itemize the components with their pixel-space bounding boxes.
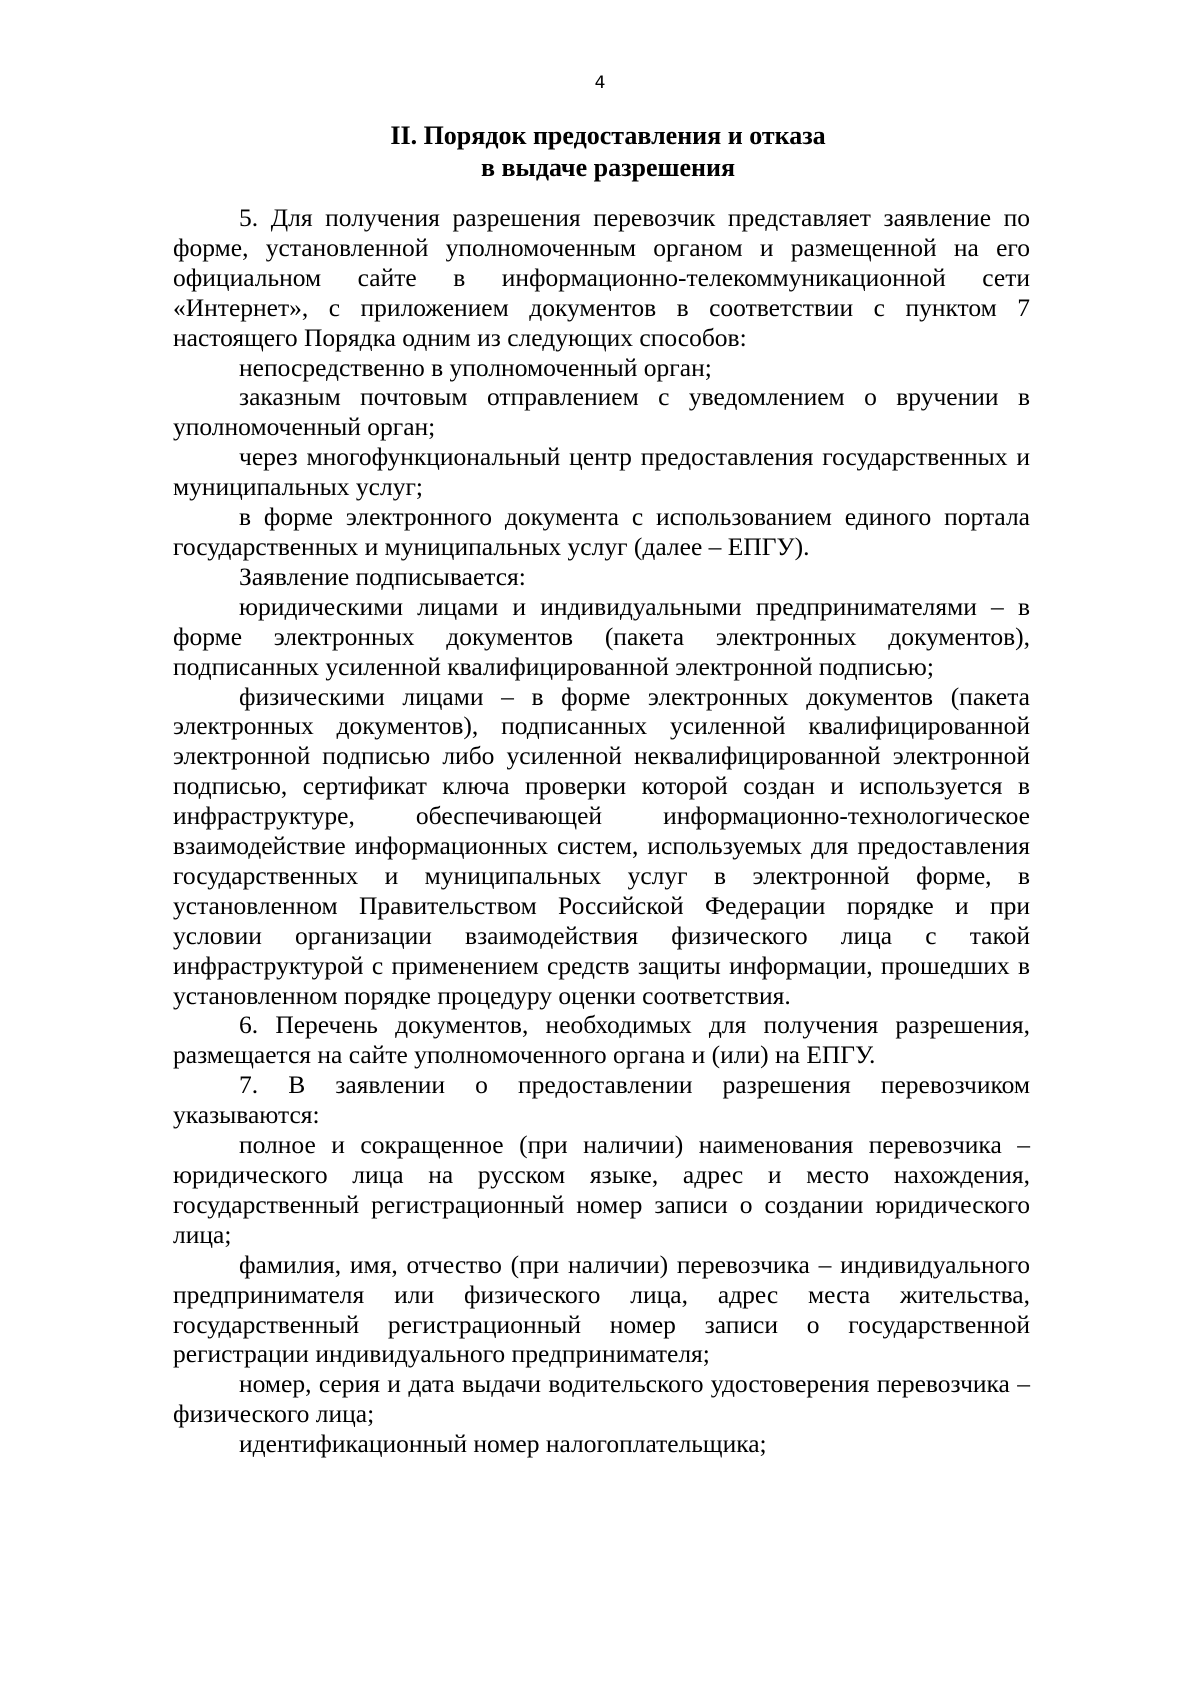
paragraph-clause-7: 7. В заявлении о предоставлении разрешения перевозчиком указываются: bbox=[173, 1070, 1030, 1130]
document-body bbox=[173, 203, 1030, 1459]
paragraph-clause-5: 5. Для получения разрешения перевозчик представляет заявление по форме, установленной уполномоченным органом и размещенной на его официальном сайте в информационно-телекоммуникационной сети «Интернет», с приложением документов в соответствии с пунктом 7 настоящего Порядка одним из следующих способов: bbox=[173, 203, 1030, 352]
paragraph-item-individual-name: фамилия, имя, отчество (при наличии) перевозчика – индивидуального предпринимателя или физического лица, адрес места жительства, государственный регистрационный номер записи о государственной регистрации индивидуального предпринимателя; bbox=[173, 1249, 1030, 1369]
paragraph-signing-individuals: физическими лицами – в форме электронных документов (пакета электронных документов), подписанных усиленной квалифицированной электронной подписью либо усиленной неквалифицированной электронной подписью, сертификат ключа проверки которой создан и используется в инфраструктуре, обеспечивающей информационно-технологическое взаимодействие информационных систем, используемых для предоставления государственных и муниципальных услуг в электронной форме, в установленном Правительством Российской Федерации порядке и при условии организации взаимодействия физического лица с такой инфраструктурой с применением средств защиты информации, прошедших в установленном порядке процедуру оценки соответствия. bbox=[173, 681, 1030, 1010]
paragraph-signing-intro: Заявление подписывается: bbox=[239, 561, 526, 591]
paragraph-method-mfc: через многофункциональный центр предоставления государственных и муниципальных услуг; bbox=[173, 442, 1030, 502]
section-heading-line-1: II. Порядок предоставления и отказа bbox=[390, 121, 826, 150]
paragraph-method-direct: непосредственно в уполномоченный орган; bbox=[239, 352, 712, 382]
paragraph-signing-legal-entities: юридическими лицами и индивидуальными предпринимателями – в форме электронных документов (пакета электронных документов), подписанных усиленной квалифицированной электронной подписью; bbox=[173, 591, 1030, 681]
paragraph-item-driver-license: номер, серия и дата выдачи водительского удостоверения перевозчика – физического лица; bbox=[173, 1369, 1030, 1429]
paragraph-method-mail: заказным почтовым отправлением с уведомлением о вручении в уполномоченный орган; bbox=[173, 382, 1030, 442]
paragraph-item-inn: идентификационный номер налогоплательщика; bbox=[239, 1429, 767, 1459]
paragraph-method-epgu: в форме электронного документа с использованием единого портала государственных и муниципальных услуг (далее – ЕПГУ). bbox=[173, 502, 1030, 561]
page-number: 4 bbox=[594, 73, 606, 93]
section-heading bbox=[186, 120, 1030, 184]
section-heading-line-2: в выдаче разрешения bbox=[480, 153, 736, 182]
paragraph-clause-6: 6. Перечень документов, необходимых для получения разрешения, размещается на сайте уполномоченного органа и (или) на ЕПГУ. bbox=[173, 1010, 1030, 1070]
paragraph-item-legal-name: полное и сокращенное (при наличии) наименования перевозчика – юридического лица на русском языке, адрес и место нахождения, государственный регистрационный номер записи о создании юридического лица; bbox=[173, 1130, 1030, 1249]
